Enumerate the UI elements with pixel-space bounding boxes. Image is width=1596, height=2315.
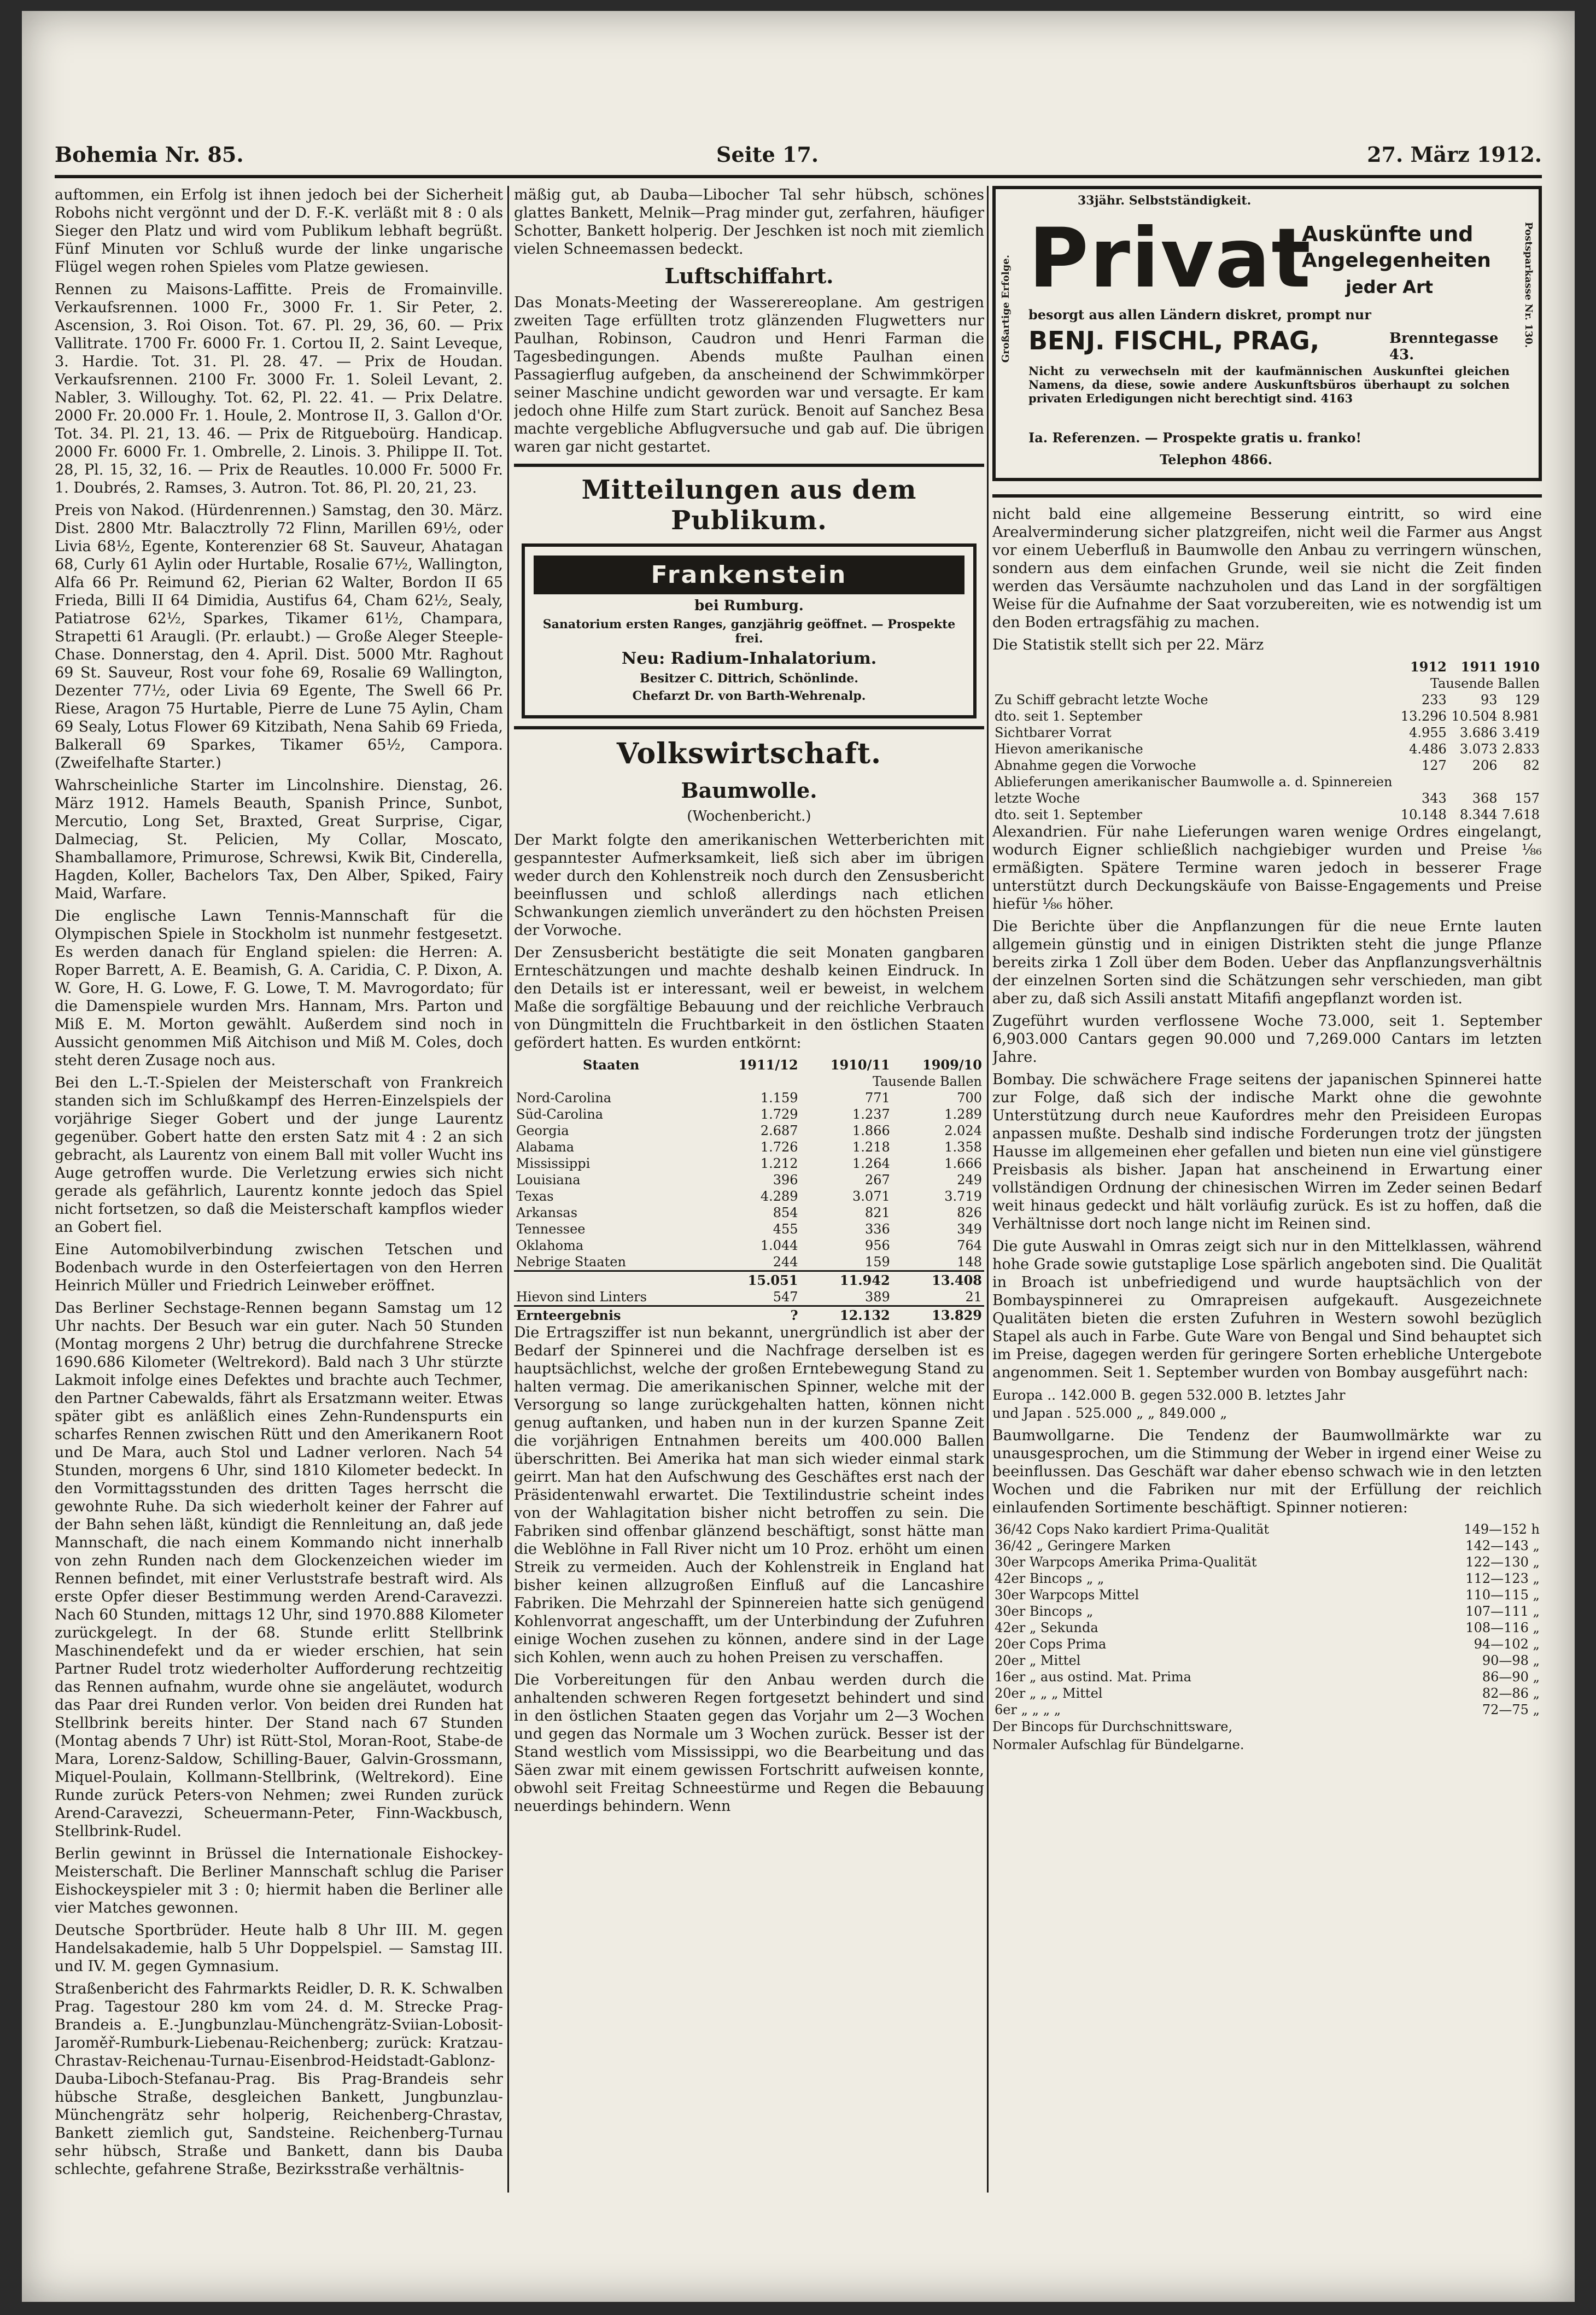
table-cell: 1.212 (760, 1156, 798, 1171)
ad-text: Chefarzt Dr. von Barth-Wehrenalp. (632, 689, 866, 703)
table-cell: 82 (1523, 758, 1540, 773)
table-row (992, 1669, 1542, 1685)
ad-text: Neu: Radium-Inhalatorium. (621, 649, 877, 668)
table-row (992, 757, 1542, 774)
article-text: auftommen, ein Erfolg ist ihnen jedoch bei der Sicherheit Robohs nicht vergönnt und der D. F.-K. verläßt mit 8 : 0 als Sieger den Platz und wird vom Publikum lebhaft begrüßt. Fünf Minuten vor Schluß wurde der linke ungarische Flügel wegen rohen Spieles vom Platze gewiesen. (55, 186, 503, 276)
table-cell: Nord-Carolina (516, 1090, 612, 1106)
table-cell: 1.218 (852, 1139, 890, 1155)
ad-text: Nicht zu verwechseln mit der kaufmännischen Auskunftei gleichen Namens, da diese, sowie andere Auskunftsbüros überhaupt zu solchen privaten Erledigungen nicht berechtigt sind. 4163 (1028, 364, 1510, 405)
table-cell: 244 (773, 1254, 798, 1270)
advertisement-privat-wrapper (992, 186, 1542, 487)
table-cell: 93 (1481, 692, 1498, 708)
table-cell: 8.344 (1459, 807, 1498, 822)
column-rule (987, 186, 989, 2193)
article-text: Baumwollgarne. Die Tendenz der Baumwollmärkte war zu unausgesprochen, um die Stimmung der Weber in irgend einer Weise zu beeinflussen. Das Geschäft war daher ebenso schwach wie in den letzten Wochen und die Fabriken nur mit der Erfüllung der reichlich einlaufenden Sortimente beschäftigt. Spinner notieren: (992, 1427, 1542, 1516)
table-cell: 108—116 „ (1465, 1620, 1540, 1635)
table-cell: Hievon sind Linters (516, 1289, 647, 1305)
ad-address: Brenntegasse 43. (1389, 330, 1499, 363)
table-cell: 1.264 (852, 1156, 890, 1171)
ad-phone: Telephon 4866. (1160, 452, 1272, 467)
article-text: Bei den L.-T.-Spielen der Meisterschaft von Frankreich standen sich im Schlußkampf des Herren-Einzelspiels der vorjährige Sieger Gobert und der junge Laurentz gegenüber. Gobert hatte den ersten Satz mit 4 : 2 an sich gebracht, als Laurentz von einem Ball mit voller Wucht ins Auge getroffen wurde. Die Verletzung erwies sich nicht gerade als gefährlich, Laurentz konnte jedoch das Spiel nicht fortsetzen, so daß die Meisterschaft kampflos wieder an Gobert fiel. (55, 1074, 503, 1236)
section-heading-volkswirtschaft: Volkswirtschaft. (616, 737, 882, 770)
price-note: Der Bincops für Durchschnittsware, (992, 1719, 1233, 1734)
article-text: Die Berichte über die Anpflanzungen für die neue Ernte lauten allgemein günstig und in einigen Distrikten steht die junge Pflanze bereits zirka 1 Zoll über dem Boden. Ueber das Anpflanzungsverhältnis der einzelnen Sorten sind die Schätzungen sehr verschieden, man gibt aber zu, daß sich Assili anstatt Mitafifi angepflanzt worden ist. (992, 918, 1542, 1007)
table-row (992, 1652, 1542, 1669)
table-row (514, 1090, 984, 1106)
table-row (514, 1205, 984, 1221)
table-header: 1909/10 (922, 1057, 982, 1073)
table-cell: 90—98 „ (1482, 1653, 1540, 1668)
article-text: Berlin gewinnt in Brüssel die Internationale Eishockey-Meisterschaft. Die Berliner Mannschaft schlug die Pariser Eishockeyspieler mit 3 : 0; hiermit haben die Berliner alle vier Matches gewonnen. (55, 1845, 503, 1916)
table-cell: 30er Warpcops Amerika Prima-Qualität (995, 1554, 1257, 1570)
table-row (992, 790, 1542, 806)
table-cell: 4.955 (1409, 725, 1447, 740)
table-cell: 10.504 (1451, 709, 1498, 724)
table-header: 1911 (1460, 659, 1498, 675)
table-cell: 7.618 (1502, 807, 1540, 822)
table-cell: 13.296 (1400, 709, 1447, 724)
table-cell: 36/42 „ Geringere Marken (995, 1538, 1171, 1553)
article-text: Alexandrien. Für nahe Lieferungen waren wenige Ordres eingelangt, wodurch Eigner schließlich nachgiebiger wurden und Preise ⅛₆ ermäßigten. Spätere Termine waren jedoch in besserer Frage unterstützt durch Deckungskäufe von Baisse-Engagements und Preise hiefür ⅛₆ höher. (992, 823, 1542, 913)
table-row (992, 1620, 1542, 1636)
table-row (514, 1155, 984, 1172)
table-header: Staaten (582, 1057, 640, 1073)
table-cell: 826 (957, 1205, 982, 1220)
table-cell: 956 (864, 1238, 890, 1253)
ad-text: Auskünfte und (1302, 222, 1474, 246)
divider (514, 726, 984, 729)
ad-title: Frankenstein (534, 556, 964, 594)
section-heading-luftschiffahrt: Luftschiffahrt. (664, 264, 834, 288)
table-cell: 16er „ aus ostind. Mat. Prima (995, 1669, 1191, 1685)
table-cell: 1.729 (760, 1107, 798, 1122)
export-line: und Japan . 525.000 „ „ 849.000 „ (992, 1405, 1227, 1421)
divider (992, 494, 1542, 498)
article-text: nicht bald eine allgemeine Besserung eintritt, so wird eine Arealverminderung sicher platzgreifen, nicht weil die Farmer aus Angst vor einem Ueberfluß in Baumwolle den Anbau zu verringern wünschen, sondern aus dem einfachen Grunde, weil sie nicht die Zeit finden werden das Versäumte nachzuholen und das Land in der sorgfältigen Weise für die Aufnahme der Saat vorzubereiten, wie es notwendig ist um den Boden ertragsfähig zu machen. (992, 506, 1542, 631)
table-cell (1398, 774, 1449, 790)
column-1 (55, 186, 503, 2193)
cotton-statistics-table (992, 658, 1542, 823)
table-row (992, 1702, 1542, 1718)
table-cell: 1.289 (944, 1107, 982, 1122)
table-cell: 343 (1421, 791, 1447, 806)
table-cell: Louisiana (516, 1172, 581, 1188)
table-cell: 3.419 (1502, 725, 1540, 740)
table-cell: 764 (957, 1238, 982, 1253)
price-note: Normaler Aufschlag für Bündelgarne. (992, 1737, 1244, 1752)
table-cell: 349 (957, 1221, 982, 1237)
table-cell: Abnahme gegen die Vorwoche (995, 758, 1196, 773)
table-header: 1911/12 (738, 1057, 798, 1073)
table-cell: Ernteergebnis (514, 1306, 708, 1324)
table-row (992, 1538, 1542, 1554)
table-cell: 455 (773, 1221, 798, 1237)
article-text: Rennen zu Maisons-Laffitte. Preis de Fromainville. Verkaufsrennen. 1000 Fr., 3000 Fr. 1. Sir Peter, 2. Ascension, 3. Roi Oison. Tot. 67. Pl. 29, 36, 60. — Prix Vallitrate. 1700 Fr. 6000 Fr. 1. Cortou II, 2. Saint Leveque, 3. Hardie. Tot. 31. Pl. 28. 47. — Prix de Houdan. Verkaufsrennen. 2100 Fr. 3000 Fr. 1. Soleil Levant, 2. Nabler, 3. Willoughy. Tot. 62, Pl. 22. 41. — Prix Delatre. 2000 Fr. 20.000 Fr. 1. Houle, 2. Montrose II, 3. Gallon d'Or. Tot. 34. Pl. 21, 13. 46. — Prix de Ritgueboürg. Handicap. 2000 Fr. 6000 Fr. 1. Ombrelle, 2. Linois. 3. Philippe II. Tot. 28, Pl. 15, 32, 16. — Prix de Reautles. 10.000 Fr. 5000 Fr. 1. Doubrés, 2. Ramses, 3. Autron. Tot. 86, Pl. 20, 21, 23. (55, 281, 503, 496)
ad-side-text: Großartige Erfolge. (1000, 255, 1012, 363)
table-row (514, 1221, 984, 1237)
table-cell: 36/42 Cops Nako kardiert Prima-Qualität (995, 1522, 1270, 1537)
table-cell: 1.159 (760, 1090, 798, 1106)
table-cell: 1.237 (852, 1107, 890, 1122)
cotton-states-table (514, 1056, 984, 1324)
table-cell: 233 (1421, 692, 1447, 708)
column-3 (992, 186, 1542, 2193)
table-cell: 107—111 „ (1465, 1604, 1540, 1619)
table-cell (1500, 774, 1542, 790)
header-issue: Bohemia Nr. 85. (55, 142, 244, 167)
table-header: 1910/11 (830, 1057, 890, 1073)
table-cell: 368 (1472, 791, 1498, 806)
table-cell: 20er Cops Prima (995, 1636, 1107, 1652)
table-cell: 396 (773, 1172, 798, 1188)
table-cell: 4.486 (1409, 741, 1447, 757)
table-cell: Süd-Carolina (516, 1107, 604, 1122)
yarn-prices-table (992, 1521, 1542, 1718)
header-date: 27. März 1912. (1367, 142, 1542, 167)
article-text: Der Zensusbericht bestätigte die seit Monaten gangbaren Ernteschätzungen und machte deshalb keinen Eindruck. In den Details ist er interessant, weil er beweist, in welchem Maße die sorgfältige Bebauung und der reichliche Verbrauch von Düngmitteln die Fruchtbarkeit in den östlichen Staaten gefördert hatten. Es wurden entkörnt: (514, 944, 984, 1051)
table-cell: 389 (864, 1289, 890, 1305)
article-text: Die Ertragsziffer ist nun bekannt, unergründlich ist aber der Bedarf der Spinnerei und die Nachfrage derselben ist es hauptsächlichst, welche der großen Erntebewegung Stand zu halten vermag. Die amerikanischen Spinner, welche mit der Versorgung so lange zurückgehalten hatten, können nicht genug auftanken, und haben nun in der kurzen Spanne Zeit die vorjährigen Entnahmen bereits um 400.000 Ballen überschritten. Bei Amerika hat man sich wieder einmal stark geirrt. Man hat den Aufschwung des Geschäftes erst nach der Präsidentenwahl erwartet. Die Textilindustrie scheint indes von der Wahlagitation bisher nicht betroffen zu sein. Die Fabriken sind offenbar glänzend beschäftigt, sonst hätte man die Weblöhne in Fall River nicht um 10 Proz. erhöht um einen Streik zu vermeiden. Auch der Kohlenstreik in England hat bisher keinen allzugroßen Einfluß auf die Lancashire Fabriken. Die Mehrzahl der Spinnereien hatte sich genügend Kohlenvorrat angeschafft, um der Unterbindung der Zufuhren einige Wochen zusehen zu können, andere sind in der Lage sich Kohlen, wenn auch zu hohen Preisen zu verschaffen. (514, 1324, 984, 1666)
table-cell: 2.687 (760, 1123, 798, 1138)
article-text: Die gute Auswahl in Omras zeigt sich nur in den Mittelklassen, während hohe Grade sowie gutstaplige Lose spärlich angeboten sind. Die Qualität in Broach ist unbefriedigend und wurde hauptsächlich von der Bombayspinnerei zu Omrapreisen aufgekauft. Ausgezeichnete Qualitäten bieten die ersten Zufuhren in Western sowohl bezüglich Stapel als auch in Farbe. Gute Ware von Bengal und Sind behauptet sich im Preise, dagegen werden für geringere Sorten erhebliche Untergebote angenommen. Seit 1. September wurden von Bombay ausgeführt nach: (992, 1238, 1542, 1381)
table-row (992, 1570, 1542, 1587)
article-text: mäßig gut, ab Dauba—Libocher Tal sehr hübsch, schönes glattes Bankett, Melnik—Prag minder gut, zerfahren, häufiger Schotter, Bankett holperig. Der Jeschken ist noch mit ziemlich vielen Schneemassen bedeckt. (514, 186, 984, 258)
table-cell: Arkansas (516, 1205, 578, 1220)
table-cell: 157 (1515, 791, 1540, 806)
table-cell: 4.289 (760, 1189, 798, 1204)
table-row (992, 806, 1542, 823)
table-cell: 2.024 (944, 1123, 982, 1138)
table-cell: 15.051 (708, 1271, 800, 1289)
table-row (992, 692, 1542, 708)
table-cell: 8.981 (1502, 709, 1540, 724)
section-heading-mitteilungen: Mitteilungen aus dem Publikum. (581, 475, 917, 536)
table-row (514, 1237, 984, 1254)
ad-subtitle: bei Rumburg. (694, 598, 804, 614)
article-text: Zugeführt wurden verflossene Woche 73.000, seit 1. September 6,903.000 Cantars gegen 90.000 und 7,269.000 Cantars im letzten Jahre. (992, 1013, 1542, 1066)
table-cell: Mississippi (516, 1156, 591, 1171)
table-cell: 854 (773, 1205, 798, 1220)
table-cell: 20er „ Mittel (995, 1653, 1081, 1668)
table-cell: dto. seit 1. September (995, 807, 1142, 822)
article-text: Das Monats-Meeting der Wasserereoplane. Am gestrigen zweiten Tage erfüllten trotz glänzenden Flugwetters nur Paulhan, Robinson, Caudron und Henri Farman die Tagesbedingungen. Abends mußte Paulhan einen Passagierflug aufgeben, da anscheinend der Schwimmkörper seiner Maschine undicht geworden war und versagte. Er kam jedoch ohne Hilfe zum Start zurück. Benoit auf Sanchez Besa machte vergebliche Abflugversuche und gab auf. Die übrigen waren gar nicht gestartet. (514, 294, 984, 455)
article-text: Die englische Lawn Tennis-Mannschaft für die Olympischen Spiele in Stockholm ist nunmehr festgesetzt. Es werden danach für England spielen: die Herren: A. Roper Barrett, A. E. Beamish, G. A. Caridia, C. P. Dixon, A. W. Gore, H. G. Lowe, F. G. Lowe, T. M. Mavrogordato; für die Damenspiele wurden Mrs. Hannam, Mrs. Parton und Miß E. M. Morton gewählt. Außerdem sind noch in Aussicht genommen Miß Aitchison und Miß M. Coles, doch steht deren Zusage noch aus. (55, 908, 503, 1069)
table-cell: Georgia (516, 1123, 569, 1138)
table-header (992, 658, 1398, 675)
table-cell: 3.686 (1459, 725, 1498, 740)
advertisement-privat (992, 186, 1542, 481)
article-subheading: (Wochenbericht.) (687, 808, 811, 825)
table-row (992, 741, 1542, 757)
table-cell: 30er Warpcops Mittel (995, 1587, 1139, 1603)
table-cell: 112—123 „ (1465, 1571, 1540, 1586)
table-row (992, 1521, 1542, 1538)
table-cell: 1.358 (944, 1139, 982, 1155)
table-header: 1912 (1410, 659, 1447, 675)
article-text: Die Vorbereitungen für den Anbau werden durch die anhaltenden schweren Regen fortgesetzt behindert und sind in den östlichen Staaten gegen das Vorjahr um 2—3 Wochen und gegen das Normale um 3 Wochen zurück. Besser ist der Stand westlich vom Mississippi, wo die Bearbeitung und das Säen zwar mit einem gewissen Fortschritt aufweisen konnte, obwohl seit Freitag Schneestürme und Regen die Bebauung neuerdings behindern. Wenn (514, 1671, 984, 1815)
table-row (514, 1254, 984, 1271)
article-text: Deutsche Sportbrüder. Heute halb 8 Uhr III. M. gegen Handelsakademie, halb 5 Uhr Doppelspiel. — Samstag III. und IV. M. gegen Gymnasium. (55, 1922, 503, 1975)
table-cell: Hievon amerikanische (995, 741, 1143, 757)
table-cell: 110—115 „ (1465, 1587, 1540, 1603)
divider (514, 464, 984, 467)
table-cell: 821 (864, 1205, 890, 1220)
table-cell: Nebrige Staaten (516, 1254, 626, 1270)
ad-side-text: Postsparkasse Nr. 130. (1523, 222, 1534, 348)
article-text: Wahrscheinliche Starter im Lincolnshire. Dienstag, 26. März 1912. Hamels Beauth, Spanish Prince, Sunbot, Mercutio, Long Set, Braxted, Great Surprise, Cigar, Dalmeciag, St. Pelicien, My Collar, Moscato, Shamballamore, Primurose, Schrewsi, Kwik Bit, Cinderella, Hagden, Koller, Bachelors Tax, Den Alber, Spiked, Fairy Maid, Warfare. (55, 777, 503, 902)
advertisement-frankenstein (522, 543, 977, 718)
table-cell: 3.071 (852, 1189, 890, 1204)
article-heading-baumwolle: Baumwolle. (681, 778, 817, 803)
table-cell: 1.044 (760, 1238, 798, 1253)
page-header (55, 137, 1542, 178)
table-cell: letzte Woche (995, 791, 1080, 806)
header-page-number: Seite 17. (716, 142, 819, 167)
table-cell: Alabama (516, 1139, 575, 1155)
table-unit: Tausende Ballen (872, 1074, 982, 1089)
table-row (992, 1685, 1542, 1702)
article-text: Preis von Nakod. (Hürdenrennen.) Samstag, den 30. März. Dist. 2800 Mtr. Balacztrolly 72 Flinn, Marillen 69½, oder Livia 68½, Egente, Konterenzier 68 St. Sauveur, Ahatagan 68, Curly 61 Aylin oder Hurtable, Rosalie 67½, Wallington, Alfa 66 Pr. Reimund 62, Pierian 62 Walter, Bordon II 65 Frieda, Billi II 64 Dimidia, Austifus 64, Cham 62½, Sealy, Patiatrose 62½, Sparkes, Tikamer 61½, Champara, Strapetti 61 Araugli. (Pr. erlaubt.) — Große Aleger Steeple-Chase. Donnerstag, den 4. April. Dist. 5000 Mtr. Raghout 69 St. Sauveur, Rost vour fohe 69, Rosalie 69 Wallington, Dezenter 77½, oder Livia 69 Egente, The Swell 66 Pr. Riese, Aragon 75 Hurtable, Pierre de Lune 75 Aylin, Cham 69 Sealy, Lotus Flower 69 Kitzibath, Nena Sahib 69 Frieda, Balkerall 69 Sparkes, Tikamer 65½, Campora. (Zweifelhafte Starter.) (55, 502, 503, 771)
table-cell: 42er Bincops „ „ (995, 1571, 1104, 1586)
table-cell: Ablieferungen amerikanischer Baumwolle a. d. Spinnereien (995, 774, 1393, 790)
article-text: Der Markt folgte den amerikanischen Wetterberichten mit gespanntester Aufmerksamkeit, ließ sich aber im übrigen weder durch den Kohlenstreik noch durch den Zensusbericht beeinflussen und schloß allerdings nach etlichen Schwankungen ziemlich unverändert zu den höchsten Preisen der Vorwoche. (514, 832, 984, 939)
table-cell: 336 (864, 1221, 890, 1237)
table-row (514, 1188, 984, 1205)
table-header: 1910 (1503, 659, 1540, 675)
article-text: Bombay. Die schwächere Frage seitens der japanischen Spinnerei hatte zur Folge, daß sich der indische Markt ohne die gewohnte Unterstützung durch neue Kaufordres mehr den Preisideen Europas anpassen mußte. Deshalb sind indische Forderungen trotz der jüngsten Hausse im allgemeinen eher gefallen und bieten nun eine viel günstigere Preisbasis als bisher. Japan hat anscheinend in Erwartung einer vollständigen Ordnung der chinesischen Wirren im Zeder seinen Bedarf weit hinaus gedeckt und hält vorläufig zurück. Es ist zu hoffen, daß die Verhältnisse dort noch lange nicht im Reinen sind. (992, 1071, 1542, 1232)
table-cell: 700 (957, 1090, 982, 1106)
table-cell: 12.132 (800, 1306, 892, 1324)
table-row (992, 708, 1542, 724)
table-row (992, 724, 1542, 741)
table-cell: 10.148 (1400, 807, 1447, 822)
table-cell: 86—90 „ (1482, 1669, 1540, 1685)
table-cell: 267 (864, 1172, 890, 1188)
statistics-intro: Die Statistik stellt sich per 22. März (992, 636, 1264, 653)
table-row (514, 1139, 984, 1155)
table-cell: 72—75 „ (1482, 1702, 1540, 1717)
table-cell: 42er „ Sekunda (995, 1620, 1098, 1635)
table-cell: 129 (1515, 692, 1540, 708)
table-cell: 1.726 (760, 1139, 798, 1155)
table-cell: 1.666 (944, 1156, 982, 1171)
table-cell: 149—152 h (1464, 1522, 1540, 1537)
table-cell: 122—130 „ (1465, 1554, 1540, 1570)
table-cell: Oklahoma (516, 1238, 584, 1253)
article-text: Straßenbericht des Fahrmarkts Reidler, D. R. K. Schwalben Prag. Tagestour 280 km vom 24. d. M. Strecke Prag-Brandeis a. E.-Jungbunzlau-Münchengrätz-Sviian-Lobosit-Jaroměř-Rumburk-Liebenau-Reichenberg; zurück: Kratzau-Chrastav-Reichenau-Turnau-Eisenbrod-Heidstadt-Gablonz-Dauba-Liboch-Stefanau-Prag. Bis Prag-Brandeis sehr hübsche Straße, desgleichen Bankett, Jungbunzlau-Münchengrätz sehr holperig, Reichenberg-Chrastav, Bankett ziemlich gut, Sandsteine. Reichenberg-Turnau sehr hübsch, Straße und Bankett, dann bis Dauba schlechte, gefahrene Straße, Bezirksstraße verhältnis- (55, 1980, 503, 2178)
column-2 (514, 186, 984, 2193)
ad-text: jeder Art (1346, 277, 1434, 297)
table-cell: 771 (864, 1090, 890, 1106)
newspaper-page (22, 11, 1575, 2302)
table-row (514, 1172, 984, 1188)
column-rule (507, 186, 509, 2193)
table-cell: 206 (1472, 758, 1498, 773)
table-cell: Zu Schiff gebracht letzte Woche (995, 692, 1208, 708)
table-cell: 13.408 (892, 1271, 984, 1289)
table-cell: 142—143 „ (1465, 1538, 1540, 1553)
table-row (992, 1587, 1542, 1603)
table-cell: 13.829 (892, 1306, 984, 1324)
table-row (514, 1123, 984, 1139)
table-cell: 2.833 (1502, 741, 1540, 757)
ad-company-name: BENJ. FISCHL, PRAG, (1028, 326, 1320, 355)
table-cell: 249 (957, 1172, 982, 1188)
article-text: Das Berliner Sechstage-Rennen begann Samstag um 12 Uhr nachts. Der Besuch war ein guter. Nach 50 Stunden (Montag morgens 2 Uhr) betrug die durchfahrene Strecke 1690.686 Kilometer (Weltrekord). Bald nach 3 Uhr stürzte Lakmoit infolge eines Defektes und brachte auch Techmer, den Partner Cabewalds, fährt als Ersatzmann weiter. Etwas später gibt es anläßlich eines Zehn-Rundenspurts ein scharfes Rennen zwischen Rütt und den Amerikanern Root und De Mara, auch Stol und Ladner verloren. Nach 54 Stunden, morgens 6 Uhr, sind 1810 Kilometer bedeckt. In den Vormittagsstunden des dritten Tages herrscht die gewohnte Ruhe. Da sich wiederholt keiner der Fahrer auf der Bahn sehen läßt, kündigt die Rennleitung an, daß jede Mannschaft, die nach einem Kommando nicht innerhalb von zehn Runden nach dem Glockenzeichen wieder im Rennen befindet, mit einer Verluststrafe bestraft wird. Als erste Opfer dieser Bestimmung werden Arend-Caravezzi. Nach 60 Stunden, mittags 12 Uhr, sind 1970.888 Kilometer zurückgelegt. In der 68. Stunde erlitt Stellbrink Maschinendefekt und da er wieder erschien, hat sein Partner Rudel trotz wiederholter Aufforderung rechtzeitig das Rennen aufnahm, wurde ohne sie angeläutet, wodurch das Paar drei Runden verlor. Von beiden drei Runden hat Stellbrink bereits hinter. Der Stand nach 67 Stunden (Montag abends 7 Uhr) ist Rütt-Stol, Moran-Root, Stabe-de Mara, Lorenz-Saldow, Schilling-Bauer, Galvin-Grossmann, Miquel-Poulain, Kollmann-Stellbrink, (Weltrekord). Eine Runde zurück Peters-von Nehmen; zwei Runden zurück Arend-Caravezzi, Scheuermann-Peter, Finn-Wackbusch, Stellbrink-Rudel. (55, 1300, 503, 1840)
table-cell: 1.866 (852, 1123, 890, 1138)
ad-text: Angelegenheiten (1302, 249, 1491, 272)
table-cell: 6er „ „ „ „ (995, 1702, 1061, 1717)
ad-text: Besitzer C. Dittrich, Schönlinde. (640, 671, 858, 686)
table-cell (1449, 774, 1500, 790)
export-line: Europa .. 142.000 B. gegen 532.000 B. letztes Jahr (992, 1387, 1346, 1403)
table-cell: 30er Bincops „ (995, 1604, 1094, 1619)
table-cell: ? (708, 1306, 800, 1324)
table-cell: 3.719 (944, 1189, 982, 1204)
table-cell: dto. seit 1. September (995, 709, 1142, 724)
table-cell (514, 1271, 708, 1289)
table-cell: 148 (957, 1254, 982, 1270)
article-text: Eine Automobilverbindung zwischen Tetschen und Bodenbach wurde in den Osterfeiertagen von den Herren Heinrich Müller und Friedrich Leinweber eröffnet. (55, 1241, 503, 1294)
table-row (992, 1554, 1542, 1570)
ad-text: Ia. Referenzen. — Prospekte gratis u. franko! (1028, 430, 1362, 446)
table-cell: 127 (1421, 758, 1447, 773)
ad-text: besorgt aus allen Ländern diskret, prompt nur (1028, 307, 1371, 323)
table-cell: 94—102 „ (1474, 1636, 1540, 1652)
table-row (992, 1636, 1542, 1652)
table-row (514, 1106, 984, 1123)
ad-tagline: 33jähr. Selbstständigkeit. (1078, 194, 1252, 208)
table-cell: Sichtbarer Vorrat (995, 725, 1112, 740)
table-row (992, 774, 1542, 790)
ad-big-title: Privat (1028, 211, 1312, 306)
table-row (992, 1603, 1542, 1620)
table-cell: Texas (516, 1189, 554, 1204)
table-cell: 20er „ „ „ Mittel (995, 1686, 1103, 1701)
ad-text: Sanatorium ersten Ranges, ganzjährig geöffnet. — Prospekte frei. (542, 617, 956, 646)
table-cell: 159 (864, 1254, 890, 1270)
table-cell: 11.942 (800, 1271, 892, 1289)
table-cell: 21 (965, 1289, 982, 1305)
table-cell: 82—86 „ (1482, 1686, 1540, 1701)
table-cell: 547 (773, 1289, 798, 1305)
table-unit: Tausende Ballen (1430, 676, 1540, 691)
table-cell: 3.073 (1459, 741, 1498, 757)
table-cell: Tennessee (516, 1221, 586, 1237)
